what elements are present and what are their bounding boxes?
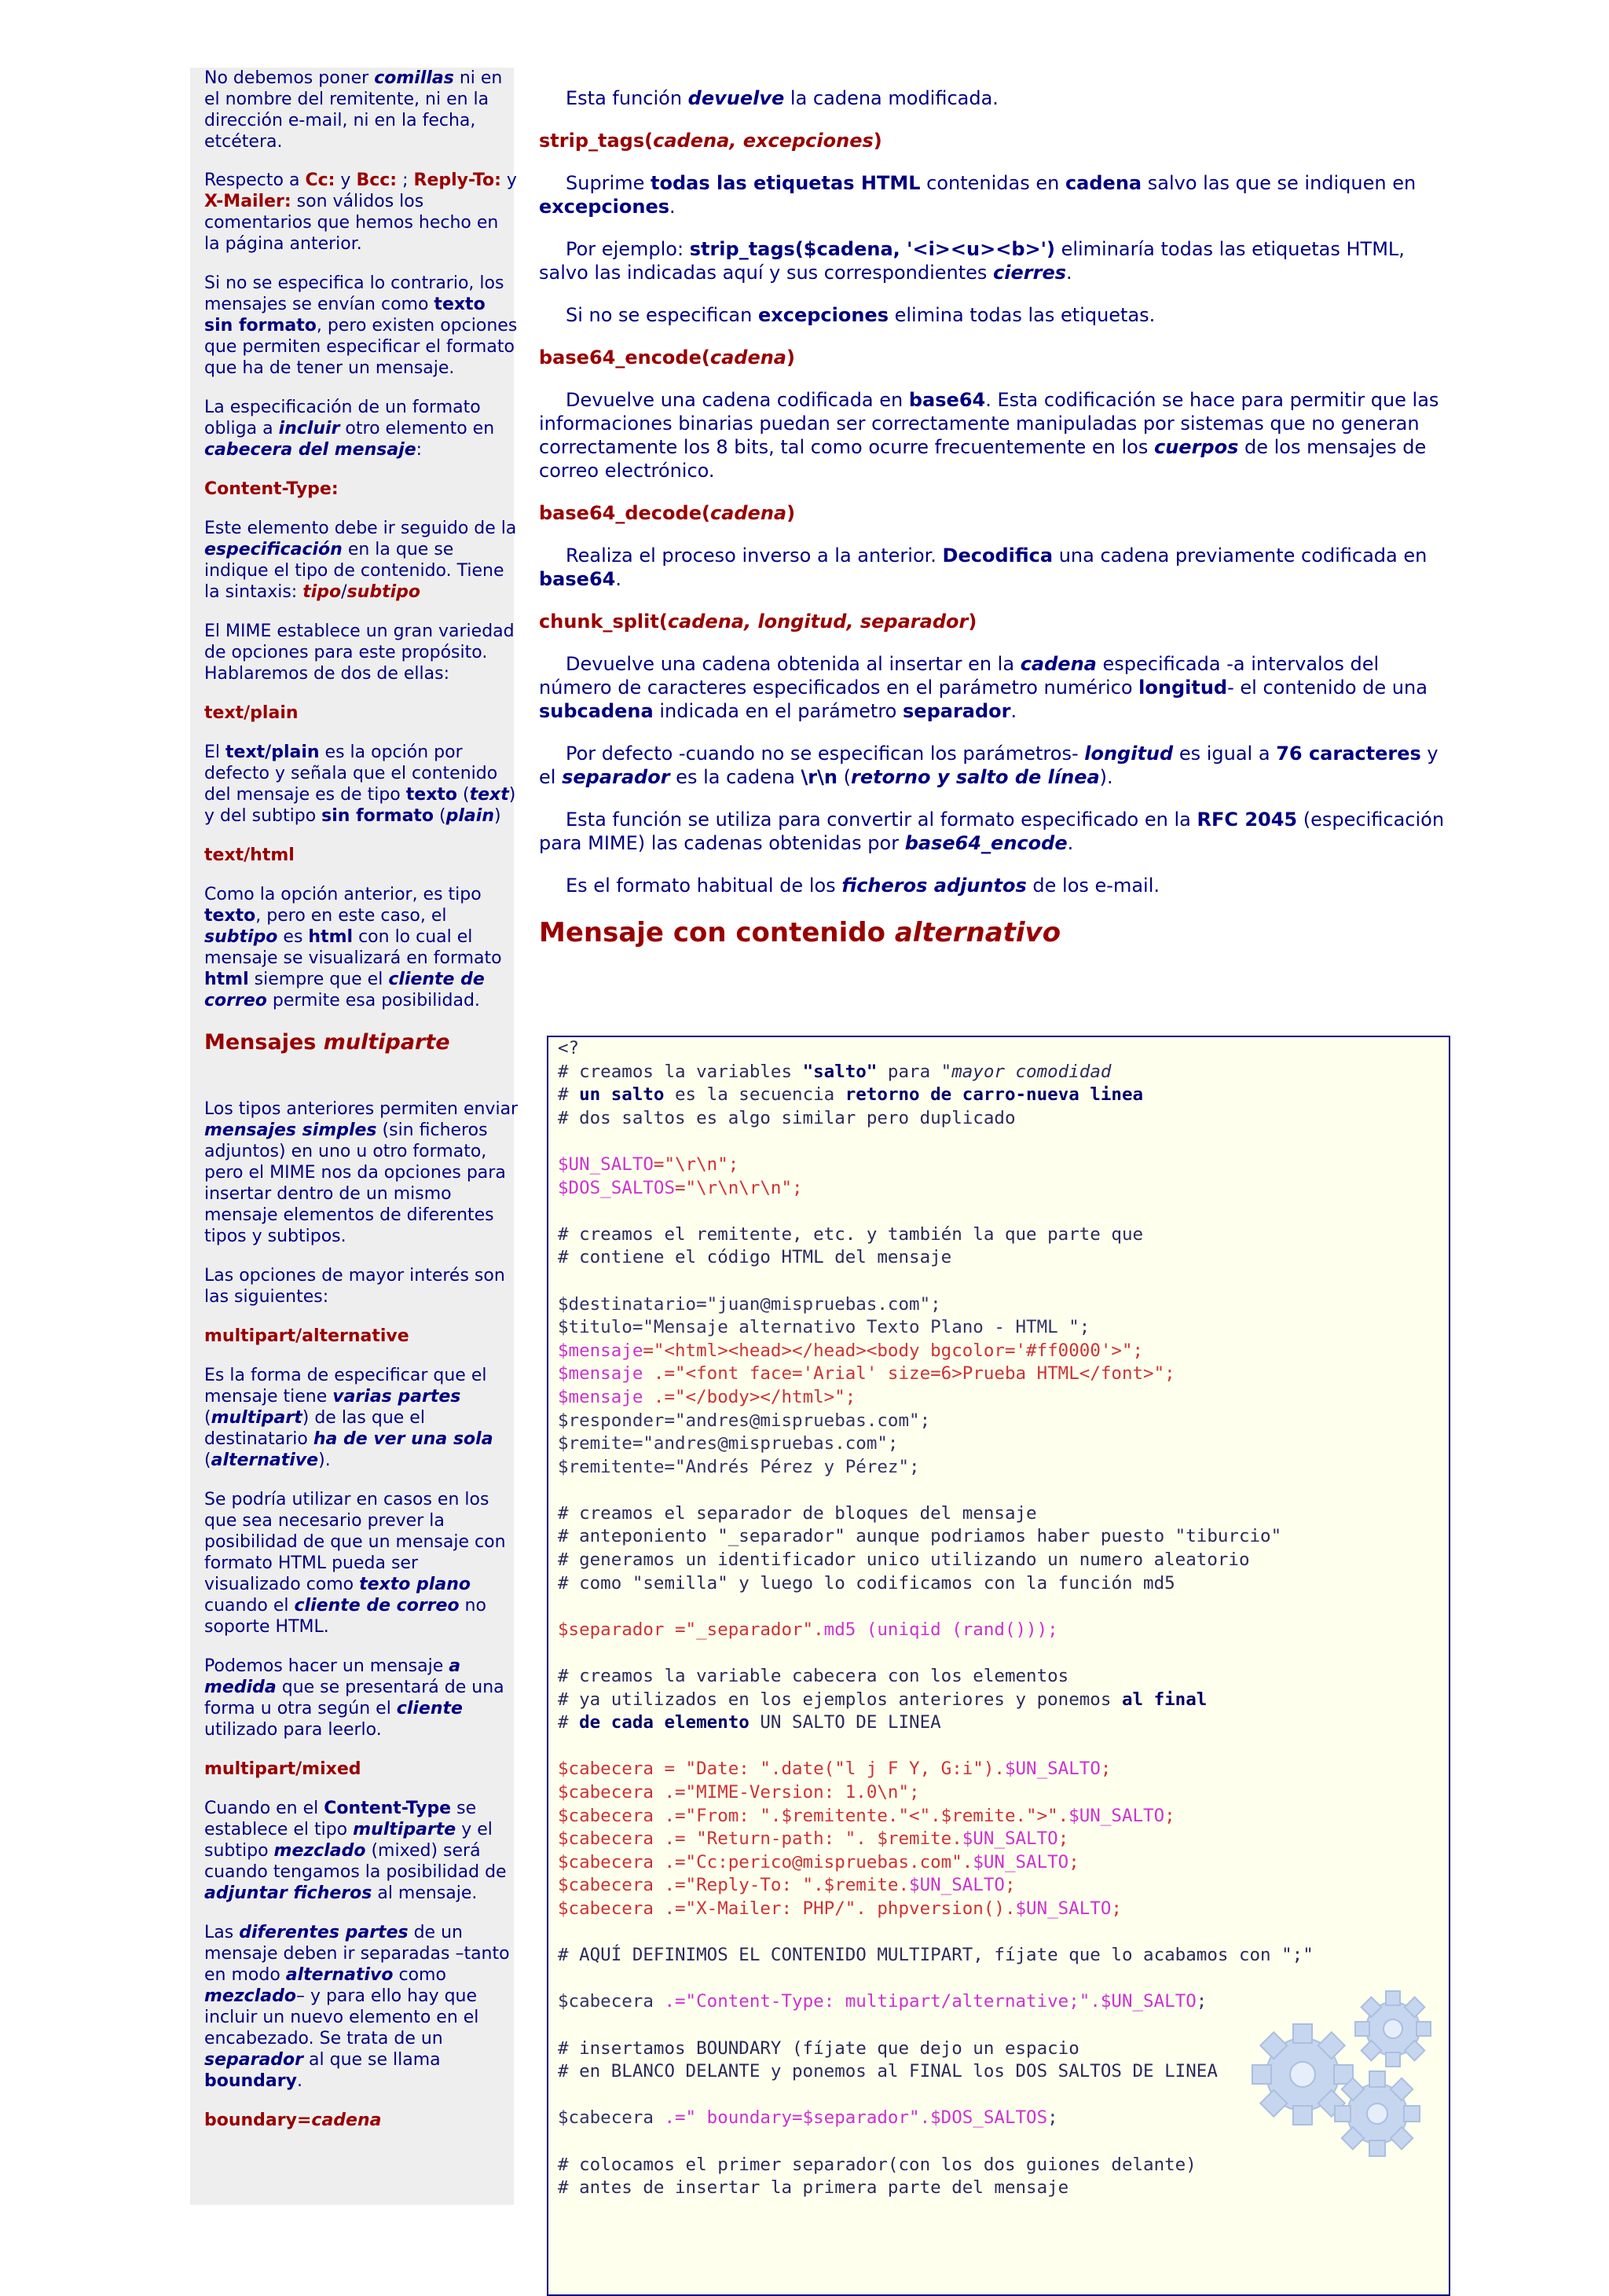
main-content — [539, 68, 1452, 949]
code-line: # creamos la variable cabecera con los elementos — [558, 1666, 1069, 1687]
code-line: $remitente="Andrés Pérez y Pérez"; — [558, 1456, 920, 1477]
heading-base64-decode: base64_decode(cadena) — [539, 502, 796, 524]
code-line: $remite="andres@mispruebas.com"; — [558, 1433, 899, 1454]
code-blank-line — [558, 1200, 1449, 1223]
sidebar-paragraph: Los tipos anteriores permiten enviar mensajes simples (sin ficheros adjuntos) en uno u otro formato, pero el MIME nos da opciones para insertar dentro de un mismo mensaje elementos de diferentes tipos y subtipos. — [204, 1099, 519, 1246]
code-blank-line — [558, 1595, 1449, 1619]
code-line: <? — [558, 1038, 580, 1058]
main-paragraph: Devuelve una cadena obtenida al insertar en la cadena especificada -a intervalos del número de caracteres especificados en el parámetro numérico longitud- el contenido de una subcadena indicada en el parámetro separador. — [539, 653, 1428, 722]
code-line: $UN_SALTO="\r\n"; — [558, 1154, 739, 1175]
section-heading: Mensaje con contenido alternativo — [539, 917, 1061, 948]
code-blank-line — [558, 1130, 1449, 1154]
sidebar-paragraph: Es la forma de especificar que el mensaje tiene varias partes (multipart) de las que el destinatario ha de ver una sola (alternative). — [204, 1366, 493, 1470]
code-line: $separador ="_separador".md5 (uniqid (rand())); — [558, 1619, 1058, 1640]
sidebar-heading-boundary: boundary=cadena — [204, 2111, 382, 2130]
sidebar-paragraph: Se podría utilizar en casos en los que sea necesario prever la posibilidad de que un mensaje con formato HTML pueda ser visualizado como texto plano cuando el cliente de correo no soporte HTML. — [204, 1490, 506, 1637]
code-line: $cabecera .="Content-Type: multipart/alternative;".$UN_SALTO; — [558, 1991, 1208, 2012]
code-line: # insertamos BOUNDARY (fíjate que dejo un espacio — [558, 2037, 1079, 2059]
code-line: # antes de insertar la primera parte del mensaje — [558, 2177, 1069, 2199]
heading-chunk-split: chunk_split(cadena, longitud, separador) — [539, 611, 977, 633]
code-line: # colocamos el primer separador(con los dos guiones delante) — [558, 2154, 1197, 2175]
sidebar-paragraph: Este elemento debe ir seguido de la especificación en la que se indique el tipo de contenido. Tiene la sintaxis: tipo/subtipo — [204, 519, 517, 602]
main-paragraph: Esta función devuelve la cadena modificada. — [566, 87, 999, 109]
code-blank-line — [558, 1735, 1449, 1759]
main-paragraph: Es el formato habitual de los ficheros adjuntos de los e-mail. — [566, 875, 1160, 897]
code-line: # un salto es la secuencia retorno de carro-nueva linea — [558, 1084, 1144, 1106]
main-paragraph: Realiza el proceso inverso a la anterior. Decodifica una cadena previamente codificada en base64. — [539, 545, 1428, 590]
code-line: # contiene el código HTML del mensaje — [558, 1247, 952, 1268]
main-paragraph: Por ejemplo: strip_tags($cadena, '<i><u><b>') eliminaría todas las etiquetas HTML, salvo las indicadas aquí y sus correspondientes cierres. — [539, 238, 1405, 284]
code-line: $titulo="Mensaje alternativo Texto Plano - HTML "; — [558, 1317, 1090, 1338]
code-line: $cabecera .="Reply-To: ".$remite.$UN_SALTO; — [558, 1875, 1016, 1896]
gears-icon — [1232, 1980, 1468, 2169]
code-line: # anteponiento "_separador" aunque podriamos haber puesto "tiburcio" — [558, 1526, 1282, 1547]
code-line: # dos saltos es algo similar pero duplicado — [558, 1107, 1016, 1128]
code-line: $cabecera .="From: ".$remitente."<".$remite.">".$UN_SALTO; — [558, 1805, 1175, 1826]
code-line: $DOS_SALTOS="\r\n\r\n"; — [558, 1177, 803, 1198]
code-blank-line — [558, 1270, 1449, 1293]
sidebar-heading-mixed: multipart/mixed — [204, 1759, 361, 1779]
main-paragraph: Por defecto -cuando no se especifican los parámetros- longitud es igual a 76 caracteres y el separador es la cadena \r\n (retorno y salto de línea). — [539, 743, 1439, 788]
code-line: $mensaje .="<font face='Arial' size=6>Prueba HTML</font>"; — [558, 1363, 1175, 1385]
code-line: $cabecera = "Date: ".date("l j F Y, G:i").$UN_SALTO; — [558, 1759, 1112, 1780]
sidebar-heading-text-plain: text/plain — [204, 703, 299, 723]
code-line: $cabecera .="X-Mailer: PHP/". phpversion().$UN_SALTO; — [558, 1898, 1122, 1919]
code-line: # en BLANCO DELANTE y ponemos al FINAL los DOS SALTOS DE LINEA — [558, 2061, 1218, 2082]
sidebar-panel — [190, 68, 519, 2205]
sidebar-heading-multiparte: Mensajes multiparte — [204, 1030, 450, 1054]
sidebar-paragraph: Las opciones de mayor interés son las siguientes: — [204, 1266, 505, 1307]
sidebar-heading-alternative: multipart/alternative — [204, 1326, 409, 1346]
sidebar-paragraph: El text/plain es la opción por defecto y señala que el contenido del mensaje es de tipo texto (text) y del subtipo sin formato (plain) — [204, 743, 516, 826]
code-line: # creamos el remitente, etc. y también la que parte que — [558, 1223, 1144, 1245]
code-line: # de cada elemento UN SALTO DE LINEA — [558, 1712, 941, 1733]
sidebar-heading-content-type: Content-Type: — [204, 479, 339, 499]
code-line: $mensaje .="</body></html>"; — [558, 1386, 856, 1407]
code-line: # creamos el separador de bloques del mensaje — [558, 1502, 1037, 1524]
sidebar-paragraph: No debemos poner comillas ni en el nombre del remitente, ni en la dirección e-mail, ni en la fecha, etcétera. — [204, 68, 503, 152]
main-paragraph: Suprime todas las etiquetas HTML contenidas en cadena salvo las que se indiquen en excepciones. — [539, 172, 1417, 218]
main-paragraph: Si no se especifican excepciones elimina todas las etiquetas. — [566, 304, 1156, 326]
main-paragraph: Esta función se utiliza para convertir al formato especificado en la RFC 2045 (especificación para MIME) las cadenas obtenidas por base64_encode. — [539, 809, 1445, 854]
code-blank-line — [558, 1479, 1449, 1502]
code-blank-line — [558, 1641, 1449, 1665]
heading-strip-tags: strip_tags(cadena, excepciones) — [539, 130, 882, 152]
code-line: $destinatario="juan@mispruebas.com"; — [558, 1293, 941, 1315]
code-line: # creamos la variables "salto" para "mayor comodidad — [558, 1061, 1112, 1082]
code-line: # ya utilizados en los ejemplos anteriores y ponemos al final — [558, 1689, 1208, 1710]
heading-base64-encode: base64_encode(cadena) — [539, 347, 795, 369]
sidebar-paragraph: Respecto a Cc: y Bcc: ; Reply-To: y X-Mailer: son válidos los comentarios que hemos hecho en la página anterior. — [204, 171, 517, 254]
code-line: # generamos un identificador unico utilizando un numero aleatorio — [558, 1550, 1250, 1571]
sidebar-paragraph: El MIME establece un gran variedad de opciones para este propósito. Hablaremos de dos de ellas: — [204, 622, 515, 684]
sidebar-paragraph: La especificación de un formato obliga a incluir otro elemento en cabecera del mensaje: — [204, 398, 495, 460]
main-paragraph: Devuelve una cadena codificada en base64. Esta codificación se hace para permitir que las informaciones binarias puedan ser correctamente manipuladas por sistemas que no generan correctamente los 8 bits, tal como ocurre frecuentemente en los cuerpos de los mensajes de correo electrónico. — [539, 389, 1439, 482]
code-blank-line — [558, 1921, 1449, 1945]
code-line: $responder="andres@mispruebas.com"; — [558, 1410, 931, 1431]
code-line: $cabecera .=" boundary=$separador".$DOS_SALTOS; — [558, 2107, 1058, 2129]
sidebar-paragraph: Si no se especifica lo contrario, los mensajes se envían como texto sin formato, pero existen opciones que permiten especificar el formato que ha de tener un mensaje. — [204, 273, 518, 378]
code-line: # AQUÍ DEFINIMOS EL CONTENIDO MULTIPART, fíjate que lo acabamos con ";" — [558, 1945, 1314, 1966]
sidebar-content — [204, 68, 519, 2149]
sidebar-paragraph: Como la opción anterior, es tipo texto, pero en este caso, el subtipo es html con lo cual el mensaje se visualizará en formato html siempre que el cliente de correo permite esa posibilidad. — [204, 885, 502, 1010]
sidebar-paragraph: Podemos hacer un mensaje a medida que se presentará de una forma u otra según el cliente utilizado para leerlo. — [204, 1656, 504, 1740]
code-line: $cabecera .= "Return-path: ". $remite.$UN_SALTO; — [558, 1828, 1069, 1850]
code-line: $cabecera .="Cc:perico@mispruebas.com".$UN_SALTO; — [558, 1851, 1079, 1872]
code-line: # como "semilla" y luego lo codificamos con la función md5 — [558, 1572, 1175, 1594]
sidebar-paragraph: Las diferentes partes de un mensaje deben ir separadas –tanto en modo alternativo como mezclado– y para ello hay que incluir un nuevo elemento en el encabezado. Se trata de un separador al que se llama boundary. — [204, 1923, 510, 2091]
code-line: $cabecera .="MIME-Version: 1.0\n"; — [558, 1782, 920, 1803]
code-line: $mensaje="<html><head></head><body bgcolor='#ff0000'>"; — [558, 1340, 1144, 1361]
sidebar-heading-text-html: text/html — [204, 845, 295, 865]
sidebar-paragraph: Cuando en el Content-Type se establece el tipo multiparte y el subtipo mezclado (mixed) será cuando tengamos la posibilidad de adjuntar ficheros al mensaje. — [204, 1799, 507, 1903]
